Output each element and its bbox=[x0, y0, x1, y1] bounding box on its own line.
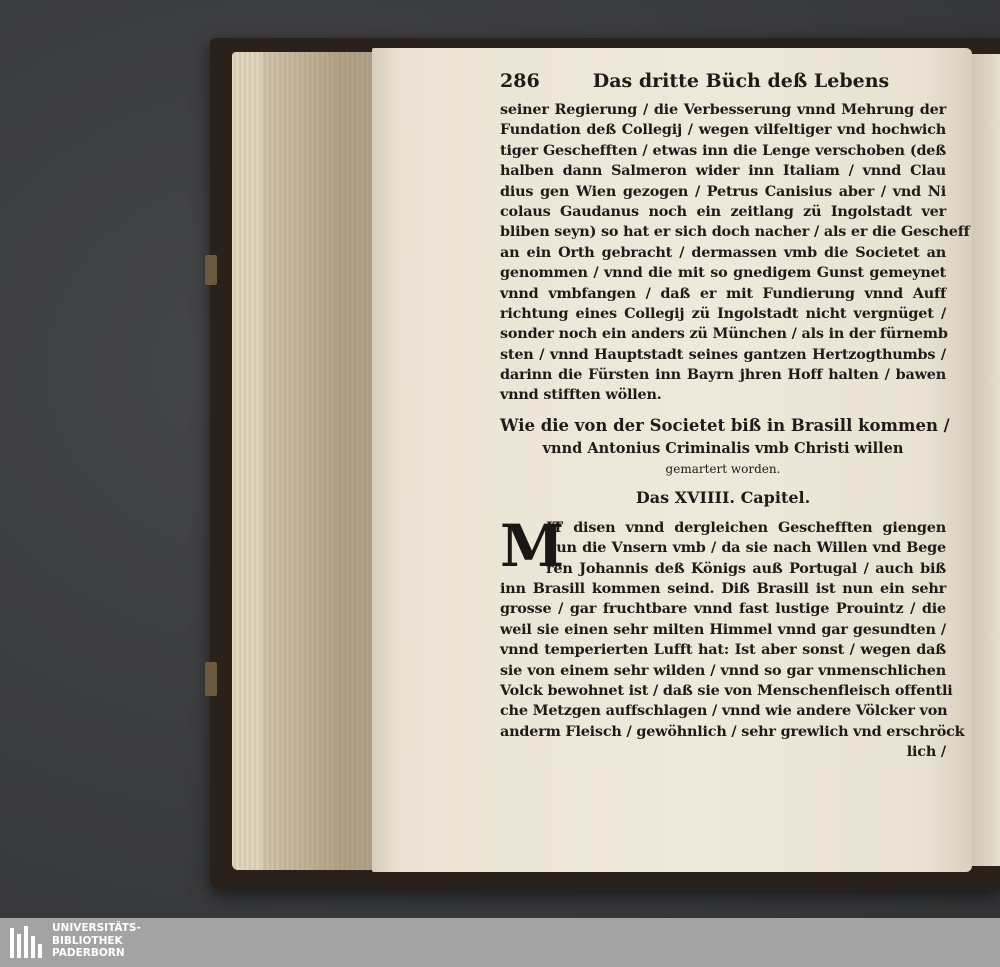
text-line: halben dann Salmeron wider inn Italiam / vnnd Clau bbox=[500, 162, 946, 180]
text-line: genommen / vnnd die mit so gnedigem Gunst gemeynet bbox=[500, 264, 946, 282]
chapter-heading-line: vnnd Antonius Criminalis vmb Christi willen bbox=[542, 439, 904, 457]
running-head: Das dritte Büch deß Lebens bbox=[592, 70, 890, 92]
library-name-line: UNIVERSITÄTS- bbox=[52, 922, 141, 934]
chapter-label: Das XVIIII. Capitel. bbox=[635, 487, 811, 507]
chapter-heading bbox=[500, 414, 950, 478]
text-line: ren Johannis deß Königs auß Portugal / auch biß bbox=[546, 559, 946, 577]
text-line: richtung eines Collegij zü Ingolstadt nicht vergnüget / bbox=[500, 304, 946, 322]
text-line: darinn die Fürsten inn Bayrn jhren Hoff halten / bawen bbox=[500, 366, 946, 384]
text-line: vnnd stifften wöllen. bbox=[500, 386, 662, 404]
chapter-heading-line: gemartert worden. bbox=[665, 461, 781, 476]
text-line: sie von einem sehr wilden / vnnd so gar vnmenschlichen bbox=[500, 661, 946, 679]
facing-page-edge bbox=[970, 54, 1000, 866]
drop-cap: M bbox=[500, 511, 565, 580]
text-line: colaus Gaudanus noch ein zeitlang zü Ingolstadt ver bbox=[500, 202, 946, 220]
clasp-bottom bbox=[205, 662, 217, 696]
text-line: nun die Vnsern vmb / da sie nach Willen vnd Bege bbox=[546, 539, 946, 557]
paragraph-1 bbox=[500, 100, 970, 406]
page-header bbox=[500, 70, 946, 100]
text-line: vnnd temperierten Lufft hat: Ist aber sonst / wegen daß bbox=[500, 641, 946, 659]
text-line: Volck bewohnet ist / daß sie von Menschenfleisch offentli bbox=[500, 681, 953, 699]
text-line: an ein Orth gebracht / dermassen vmb die Societet an bbox=[500, 243, 946, 261]
text-line: Fundation deß Collegij / wegen vilfeltiger vnd hochwich bbox=[500, 121, 946, 139]
text-line: lich / bbox=[906, 743, 946, 761]
text-line: dius gen Wien gezogen / Petrus Canisius aber / vnd Ni bbox=[500, 182, 946, 200]
text-line: che Metzgen auffschlagen / vnnd wie andere Völcker von bbox=[500, 702, 948, 720]
paragraph-2 bbox=[500, 511, 965, 763]
text-line: inn Brasill kommen seind. Diß Brasill ist nun ein sehr bbox=[500, 580, 946, 598]
clasp-top bbox=[205, 255, 217, 285]
page-text bbox=[500, 70, 970, 763]
chapter-heading-line: Wie die von der Societet biß in Brasill kommen / bbox=[500, 415, 950, 435]
text-line: IT disen vnnd dergleichen Geschefften giengen bbox=[546, 518, 946, 536]
text-line: seiner Regierung / die Verbesserung vnnd Mehrung der bbox=[500, 101, 946, 118]
text-line: anderm Fleisch / gewöhnlich / sehr grewlich vnd erschröck bbox=[500, 722, 965, 740]
text-line: sten / vnnd Hauptstadt seines gantzen Hertzogthumbs / bbox=[500, 345, 946, 363]
text-line: grosse / gar fruchtbare vnnd fast lustige Prouintz / die bbox=[500, 600, 946, 618]
library-logo-icon bbox=[8, 924, 46, 962]
page-number: 286 bbox=[500, 70, 540, 92]
library-name bbox=[52, 922, 141, 960]
text-line: tiger Geschefften / etwas inn die Lenge verschoben (deß bbox=[500, 141, 946, 159]
page-edges-shade bbox=[262, 52, 372, 870]
footer-bar bbox=[0, 918, 1000, 967]
library-name-line: PADERBORN bbox=[52, 947, 125, 959]
text-line: sonder noch ein anders zü München / als in der fürnemb bbox=[500, 325, 948, 343]
text-line: bliben seyn) so hat er sich doch nacher / als er die Gescheff bbox=[500, 223, 970, 241]
text-line: weil sie einen sehr milten Himmel vnnd gar gesundten / bbox=[500, 620, 946, 638]
text-line: vnnd vmbfangen / daß er mit Fundierung vnnd Auff bbox=[500, 284, 946, 302]
library-name-line: BIBLIOTHEK bbox=[52, 934, 123, 947]
